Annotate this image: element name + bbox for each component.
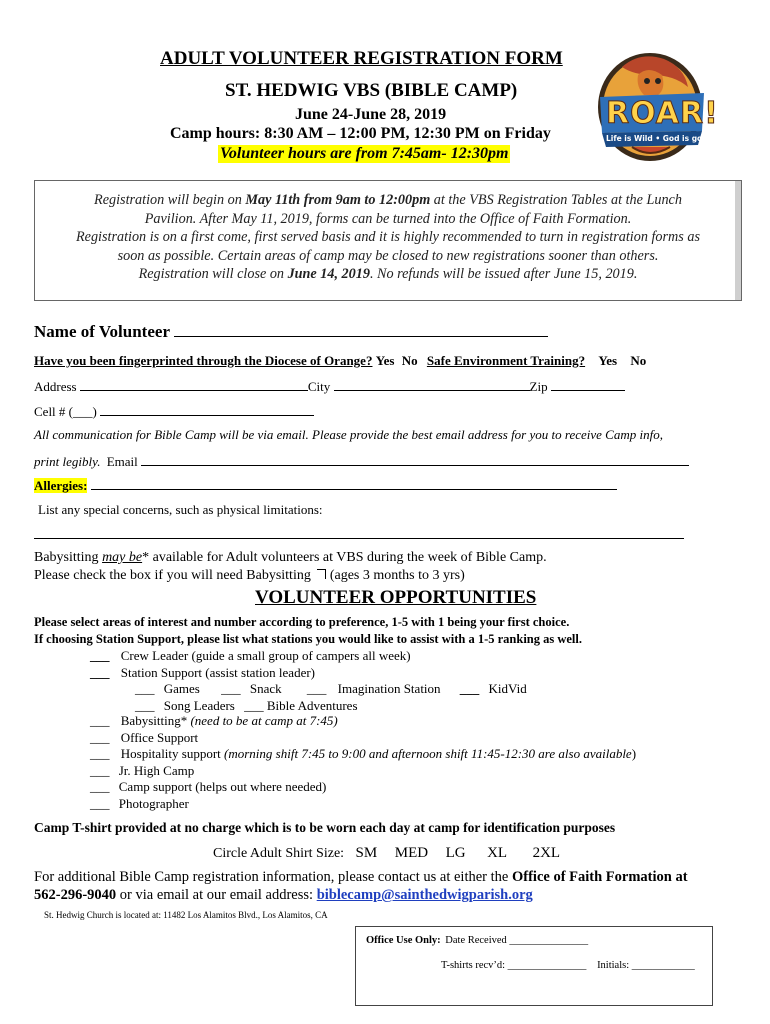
snack-blank[interactable]: ___ (221, 681, 241, 696)
camp-dates: June 24-June 28, 2019 (295, 106, 447, 123)
tshirts-received[interactable]: T-shirts recv’d: _______________ (441, 960, 587, 971)
babysitting-may-be: may be (102, 550, 143, 565)
concerns-field[interactable] (34, 526, 684, 539)
email-field[interactable] (141, 453, 689, 466)
babysitting-check-text: Please check the box if you will need Babysitting (34, 568, 311, 583)
babysitting-blank[interactable]: ___ (90, 713, 110, 728)
opportunities-instructions: Please select areas of interest and number according to preference, 1-5 with 1 being your first choice. (34, 615, 570, 629)
shirt-size-2xl[interactable]: 2XL (532, 845, 561, 861)
name-label: Name of Volunteer (34, 322, 170, 341)
notice-text: Pavilion. After May 11, 2019, forms can be turned into the Office of Faith Formation. (144, 210, 632, 227)
crew-leader-blank[interactable]: ___ (90, 648, 110, 663)
safe-env-yes[interactable]: Yes (598, 353, 618, 368)
contact-email-link[interactable]: biblecamp@sainthedwigparish.org (316, 887, 533, 903)
babysitting-text: * available for Adult volunteers at VBS during the week of Bible Camp. (142, 550, 547, 565)
fingerprint-no[interactable]: No (401, 353, 418, 368)
safe-env-no[interactable]: No (630, 353, 647, 368)
opportunities-instructions: If choosing Station Support, please list what stations you would like to assist with a 1-5 ranking as well. (34, 632, 582, 646)
date-received[interactable]: Date Received _______________ (445, 935, 589, 946)
logo-tagline: Life is Wild • God is good (606, 134, 713, 143)
station-support-blank[interactable]: ___ (90, 665, 110, 680)
communication-note: All communication for Bible Camp will be via email. Please provide the best email address for you to receive Camp info, (34, 427, 663, 442)
notice-text: at the VBS Registration Tables at the Lunch (430, 192, 682, 208)
notice-text: Registration is on a first come, first served basis and it is highly recommended to turn in registration forms as (76, 229, 700, 246)
shirt-size-sm[interactable]: SM (355, 845, 378, 861)
name-field[interactable] (174, 321, 548, 337)
fingerprint-yes[interactable]: Yes (375, 353, 395, 368)
notice-text: . No refunds will be issued after June 15, 2019. (369, 266, 638, 283)
cell-label: Cell # (___) (34, 404, 97, 419)
photographer-option: Photographer (118, 796, 189, 811)
hospitality-close-paren: ) (631, 746, 637, 761)
shirt-size-med[interactable]: MED (394, 845, 429, 861)
jr-high-blank[interactable]: ___ (90, 763, 110, 778)
contact-text: or via email at our email address: (116, 887, 317, 903)
office-initials[interactable]: Initials: ____________ (597, 960, 695, 971)
contact-text: For additional Bible Camp registration information, please contact us at either the (34, 869, 512, 885)
hospitality-blank[interactable]: ___ (90, 746, 110, 761)
station-support-option: Station Support (assist station leader) (120, 665, 316, 680)
snack-option: Snack (249, 681, 282, 696)
cell-field[interactable] (100, 403, 314, 416)
camp-support-option: Camp support (helps out where needed) (118, 779, 327, 794)
church-location: St. Hedwig Church is located at: 11482 Los Alamitos Blvd., Los Alamitos, CA (44, 910, 328, 920)
imagination-blank[interactable]: ___ (306, 681, 327, 696)
games-option: Games (163, 681, 200, 696)
opportunities-heading: VOLUNTEER OPPORTUNITIES (255, 587, 537, 608)
camp-name: ST. HEDWIG VBS (BIBLE CAMP) (225, 80, 518, 101)
registration-notice (34, 180, 742, 301)
roar-logo (592, 45, 742, 165)
address-field[interactable] (80, 378, 308, 391)
city-label: City (307, 379, 331, 394)
babysitting-text: Babysitting (34, 550, 103, 565)
office-use-label: Office Use Only: (366, 935, 441, 946)
city-field[interactable] (334, 378, 530, 391)
photographer-blank[interactable]: ___ (90, 796, 110, 811)
crew-leader-option: Crew Leader (guide a small group of campers all week) (120, 648, 411, 663)
hospitality-option: Hospitality support (120, 746, 225, 761)
kidvid-option: KidVid (488, 681, 527, 696)
shirt-size-xl[interactable]: XL (487, 845, 508, 861)
games-blank[interactable]: ___ (135, 681, 155, 696)
notice-begin-date: May 11th from 9am to 12:00pm (245, 192, 431, 208)
notice-text: Registration will close on (138, 266, 288, 283)
tshirt-note: Camp T-shirt provided at no charge which is to be worn each day at camp for identification purposes (34, 820, 616, 835)
notice-text: Registration will begin on (94, 192, 246, 208)
babysitting-checkbox[interactable] (317, 569, 326, 579)
zip-label: Zip (529, 379, 548, 394)
form-title: ADULT VOLUNTEER REGISTRATION FORM (160, 48, 563, 69)
office-support-option: Office Support (120, 730, 199, 745)
zip-field[interactable] (551, 378, 625, 391)
imagination-option: Imagination Station (337, 681, 441, 696)
camp-support-blank[interactable]: ___ (90, 779, 110, 794)
safe-env-question: Safe Environment Training? (426, 353, 586, 368)
camp-hours: Camp hours: 8:30 AM – 12:00 PM, 12:30 PM on Friday (170, 125, 551, 142)
notice-close-date: June 14, 2019 (287, 266, 370, 283)
allergies-field[interactable] (91, 477, 617, 490)
fingerprint-question: Have you been fingerprinted through the Diocese of Orange? (34, 353, 373, 368)
song-leaders-blank[interactable]: ___ (135, 698, 155, 713)
email-label: Email (106, 454, 138, 469)
logo-word: ROAR! (606, 96, 719, 131)
song-leaders-option: Song Leaders (163, 698, 235, 713)
concerns-label: List any special concerns, such as physical limitations: (38, 502, 323, 517)
office-use-box (355, 926, 713, 1006)
allergies-label: Allergies: (34, 478, 88, 493)
print-legibly-note: print legibly. (34, 454, 101, 469)
babysitting-option-note: (need to be at camp at 7:45) (190, 713, 338, 728)
address-label: Address (34, 379, 77, 394)
kidvid-blank[interactable]: ___ (459, 681, 480, 696)
phone-number: 562-296-9040 (34, 887, 117, 903)
hospitality-option-note: (morning shift 7:45 to 9:00 and afternoon shift 11:45-12:30 are also available (224, 746, 632, 761)
babysitting-ages: (ages 3 months to 3 yrs) (329, 568, 465, 583)
office-support-blank[interactable]: ___ (90, 730, 110, 745)
babysitting-option: Babysitting* (120, 713, 191, 728)
shirt-size-label: Circle Adult Shirt Size: (213, 846, 345, 861)
notice-text: soon as possible. Certain areas of camp may be closed to new registrations sooner than others. (117, 247, 659, 264)
volunteer-hours: Volunteer hours are from 7:45am- 12:30pm (220, 145, 509, 162)
jr-high-option: Jr. High Camp (118, 763, 195, 778)
bible-adventures-option[interactable]: ___ Bible Adventures (244, 698, 358, 713)
shirt-size-lg[interactable]: LG (445, 845, 466, 861)
office-name: Office of Faith Formation at (511, 869, 688, 885)
